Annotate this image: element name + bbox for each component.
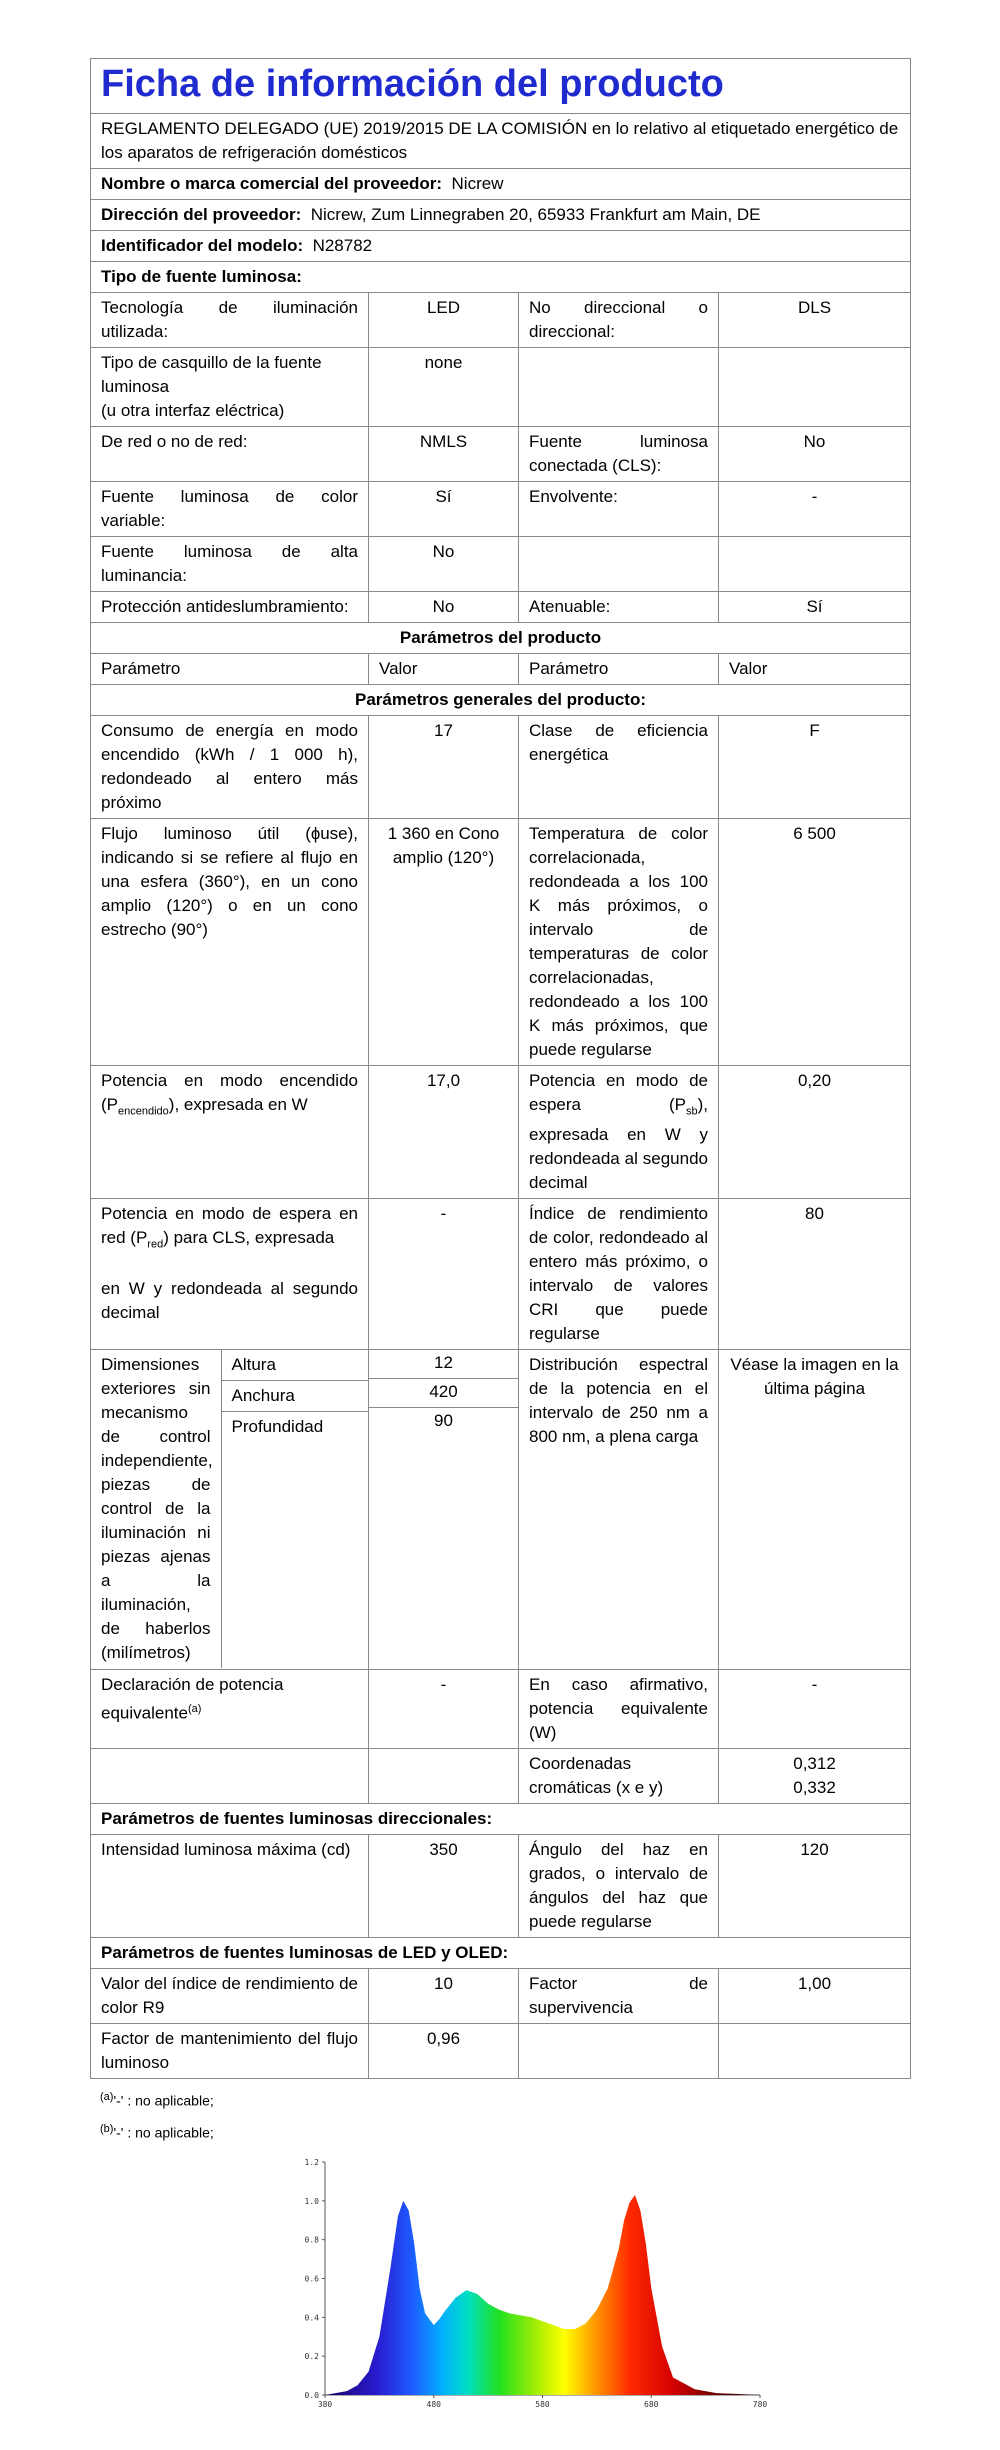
anti-glare-value: No bbox=[369, 592, 519, 623]
cls-value: No bbox=[719, 427, 911, 482]
beam-value: 120 bbox=[719, 1835, 911, 1938]
chart-plot bbox=[325, 2195, 760, 2395]
cap-value: none bbox=[369, 348, 519, 427]
directional-params-heading: Parámetros de fuentes luminosas direccionales: bbox=[91, 1804, 911, 1835]
color-tunable-label: Fuente luminosa de color variable: bbox=[91, 482, 369, 537]
col-header-param: Parámetro bbox=[91, 654, 369, 685]
product-information-sheet bbox=[90, 58, 910, 2147]
net-standby-label bbox=[91, 1199, 369, 1350]
dimensions-cell bbox=[91, 1350, 369, 1670]
cap-label-line1: Tipo de casquillo de la fuente luminosa bbox=[101, 353, 322, 396]
footnote-a-text: '-' : no aplicable; bbox=[113, 2093, 214, 2110]
depth-label: Profundidad bbox=[221, 1412, 369, 1669]
energy-value: 17 bbox=[369, 716, 519, 819]
y-tick-label: 1.0 bbox=[304, 2196, 319, 2206]
power-on-value: 17,0 bbox=[369, 1066, 519, 1199]
supplier-address-label: Dirección del proveedor: bbox=[101, 205, 302, 224]
survival-value: 1,00 bbox=[719, 1969, 911, 2024]
equiv-value: - bbox=[369, 1670, 519, 1749]
depth-value: 90 bbox=[434, 1411, 453, 1431]
general-params-heading: Parámetros generales del producto: bbox=[91, 685, 911, 716]
flux-label: Flujo luminoso útil (ɸuse), indicando si se refiere al flujo en una esfera (360°), en un cono amplio (120°) o en un cono estrecho (90°) bbox=[91, 819, 369, 1066]
col-header-value: Valor bbox=[369, 654, 519, 685]
efficiency-value: F bbox=[719, 716, 911, 819]
directional-value: DLS bbox=[719, 293, 911, 348]
footnote-b bbox=[100, 2115, 910, 2147]
standby-value: 0,20 bbox=[719, 1066, 911, 1199]
height-label: Altura bbox=[221, 1350, 369, 1381]
footnote-a bbox=[100, 2083, 910, 2115]
cri-value: 80 bbox=[719, 1199, 911, 1350]
supplier-address: Nicrew, Zum Linnegraben 20, 65933 Frankfurt am Main, DE bbox=[310, 205, 761, 224]
footnote-a-mark: (a) bbox=[100, 2091, 114, 2104]
net-standby-label-c: en W y redondeada al segundo decimal bbox=[101, 1278, 358, 1322]
r9-value: 10 bbox=[369, 1969, 519, 2024]
power-on-sub: encendido bbox=[118, 1105, 169, 1118]
dimmable-label: Atenuable: bbox=[519, 592, 719, 623]
mains-value: NMLS bbox=[369, 427, 519, 482]
cap-label-line2: (u otra interfaz eléctrica) bbox=[101, 401, 285, 420]
spectrum-area bbox=[325, 2195, 760, 2395]
chroma-x: 0,312 bbox=[793, 1754, 836, 1774]
cls-label: Fuente luminosa conectada (CLS): bbox=[519, 427, 719, 482]
y-tick-label: 0.4 bbox=[304, 2313, 319, 2323]
page-title: Ficha de información del producto bbox=[91, 59, 911, 114]
supplier-name-label: Nombre o marca comercial del proveedor: bbox=[101, 174, 443, 193]
tech-label: Tecnología de iluminación utilizada: bbox=[91, 293, 369, 348]
chroma-y: 0,332 bbox=[793, 1778, 836, 1798]
flux-value: 1 360 en Cono amplio (120°) bbox=[369, 819, 519, 1066]
standby-label-b: ), expresada en W y redondeada al segundo decimal bbox=[529, 1095, 708, 1193]
high-luminance-label: Fuente luminosa de alta luminancia: bbox=[91, 537, 369, 592]
col-header-value-2: Valor bbox=[719, 654, 911, 685]
energy-label: Consumo de energía en modo encendido (kWh / 1 000 h), redondeado al entero más próximo bbox=[91, 716, 369, 819]
x-tick-label: 780 bbox=[752, 2400, 768, 2409]
power-on-label bbox=[91, 1066, 369, 1199]
dimensions-values bbox=[369, 1350, 519, 1670]
net-standby-sub: red bbox=[147, 1238, 164, 1251]
light-source-heading: Tipo de fuente luminosa: bbox=[91, 262, 911, 293]
product-params-heading: Parámetros del producto bbox=[91, 623, 911, 654]
directional-label: No direccional o direccional: bbox=[519, 293, 719, 348]
tech-value: LED bbox=[369, 293, 519, 348]
x-tick-label: 580 bbox=[535, 2400, 550, 2409]
chroma-value bbox=[719, 1749, 911, 1804]
spd-label: Distribución espectral de la potencia en el intervalo de 250 nm a 800 nm, a plena carga bbox=[519, 1350, 719, 1670]
chroma-label: Coordenadas cromáticas (x e y) bbox=[519, 1749, 719, 1804]
model-id: N28782 bbox=[312, 236, 373, 255]
width-value: 420 bbox=[369, 1379, 518, 1408]
model-label: Identificador del modelo: bbox=[101, 236, 304, 255]
info-table bbox=[90, 58, 911, 2079]
maintenance-label: Factor de mantenimiento del flujo luminoso bbox=[91, 2024, 369, 2079]
equiv-label-text: Declaración de potencia equivalente bbox=[101, 1675, 284, 1724]
equiv-label bbox=[91, 1670, 369, 1749]
envelope-label: Envolvente: bbox=[519, 482, 719, 537]
x-tick-label: 680 bbox=[644, 2400, 659, 2409]
high-luminance-value: No bbox=[369, 537, 519, 592]
footnotes bbox=[90, 2083, 910, 2146]
x-tick-label: 380 bbox=[317, 2400, 333, 2409]
model-row bbox=[91, 231, 911, 262]
y-tick-label: 0.0 bbox=[304, 2391, 319, 2400]
cct-label: Temperatura de color correlacionada, redondeada a los 100 K más próximos, o intervalo de temperaturas de color correlacionadas, redondeado a los 100 K más próximos, que puede regularse bbox=[519, 819, 719, 1066]
survival-label: Factor de supervivencia bbox=[519, 1969, 719, 2024]
spectrum-chart bbox=[280, 2150, 780, 2415]
anti-glare-label: Protección antideslumbramiento: bbox=[91, 592, 369, 623]
led-params-heading: Parámetros de fuentes luminosas de LED y OLED: bbox=[91, 1938, 911, 1969]
equiv-w-label: En caso afirmativo, potencia equivalente (W) bbox=[519, 1670, 719, 1749]
y-tick-label: 0.8 bbox=[304, 2235, 319, 2245]
cct-value: 6 500 bbox=[719, 819, 911, 1066]
cap-label bbox=[91, 348, 369, 427]
standby-label bbox=[519, 1066, 719, 1199]
y-tick-label: 0.2 bbox=[304, 2352, 319, 2362]
net-standby-label-a: Potencia en modo de espera en red (P bbox=[101, 1204, 358, 1248]
efficiency-label: Clase de eficiencia energética bbox=[519, 716, 719, 819]
cri-label: Índice de rendimiento de color, redondeado al entero más próximo, o intervalo de valores CRI que puede regularse bbox=[519, 1199, 719, 1350]
net-standby-value: - bbox=[369, 1199, 519, 1350]
envelope-value: - bbox=[719, 482, 911, 537]
height-value: 12 bbox=[369, 1350, 518, 1379]
y-tick-label: 0.6 bbox=[304, 2274, 319, 2284]
supplier-name-row bbox=[91, 169, 911, 200]
power-on-label-b: ), expresada en W bbox=[168, 1095, 308, 1114]
mains-label: De red o no de red: bbox=[91, 427, 369, 482]
y-tick-label: 1.2 bbox=[304, 2158, 319, 2167]
x-tick-label: 480 bbox=[426, 2400, 441, 2409]
power-on-label-a: Potencia en modo encendido (P bbox=[101, 1071, 358, 1114]
col-header-param-2: Parámetro bbox=[519, 654, 719, 685]
maintenance-value: 0,96 bbox=[369, 2024, 519, 2079]
dimmable-value: Sí bbox=[719, 592, 911, 623]
beam-label: Ángulo del haz en grados, o intervalo de ángulos del haz que puede regularse bbox=[519, 1835, 719, 1938]
supplier-name: Nicrew bbox=[451, 174, 504, 193]
intensity-label: Intensidad luminosa máxima (cd) bbox=[91, 1835, 369, 1938]
width-label: Anchura bbox=[221, 1381, 369, 1412]
footnote-b-mark: (b) bbox=[100, 2123, 114, 2136]
supplier-address-row bbox=[91, 200, 911, 231]
spd-value: Véase la imagen en la última página bbox=[719, 1350, 911, 1670]
net-standby-label-b: ) para CLS, expresada bbox=[163, 1228, 335, 1248]
footnote-b-text: '-' : no aplicable; bbox=[113, 2124, 214, 2141]
spectrum-svg bbox=[280, 2150, 780, 2415]
color-tunable-value: Sí bbox=[369, 482, 519, 537]
r9-label: Valor del índice de rendimiento de color R9 bbox=[91, 1969, 369, 2024]
equiv-sup: (a) bbox=[187, 1703, 202, 1716]
dimensions-label: Dimensiones exteriores sin mecanismo de control independiente, piezas de control de la iluminación ni piezas ajenas a la iluminación, de haberlos (milímetros) bbox=[91, 1350, 221, 1668]
standby-sub: sb bbox=[685, 1105, 698, 1118]
regulation-text: REGLAMENTO DELEGADO (UE) 2019/2015 DE LA COMISIÓN en lo relativo al etiquetado energético de los aparatos de refrigeración domésticos bbox=[91, 114, 911, 169]
intensity-value: 350 bbox=[369, 1835, 519, 1938]
standby-label-a: Potencia en modo de espera (P bbox=[529, 1071, 708, 1114]
equiv-w-value: - bbox=[719, 1670, 911, 1749]
